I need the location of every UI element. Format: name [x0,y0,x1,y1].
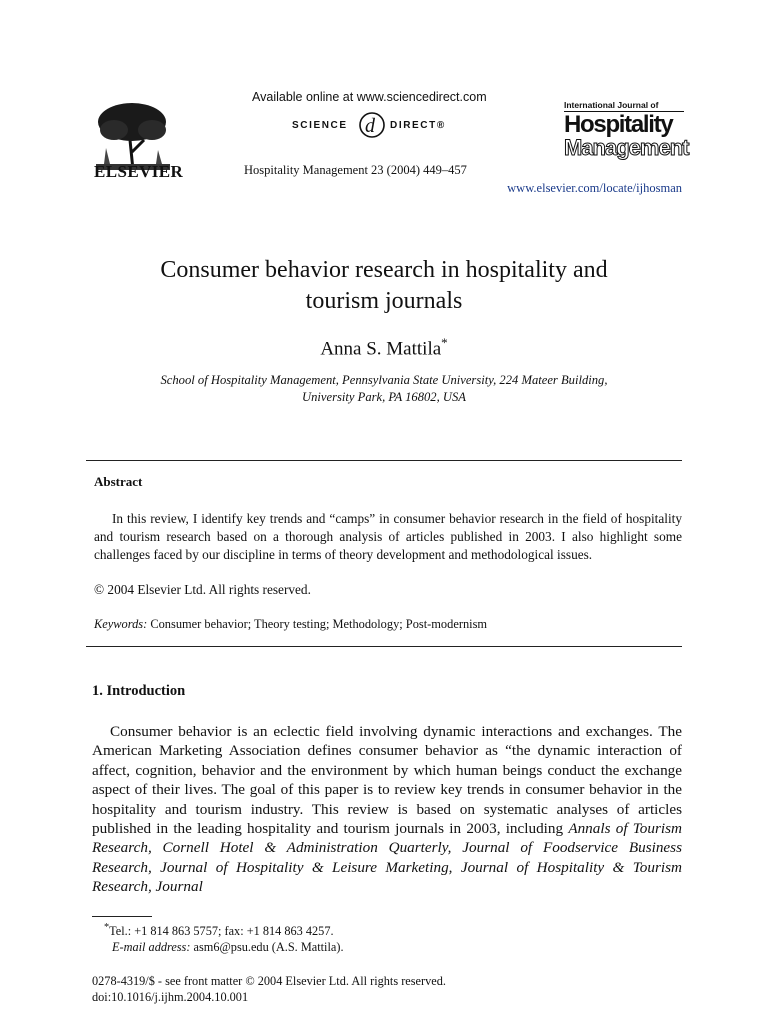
footnote-email-address[interactable]: asm6@psu.edu (A.S. Mattila). [193,940,344,954]
journal-logo-line1: International Journal of [564,100,684,112]
section-heading-introduction: 1. Introduction [92,683,186,699]
author-name-text: Anna S. Mattila [320,338,442,360]
abstract-heading: Abstract [94,474,143,489]
introduction-journal-list: Annals of Tourism Research, Cornell Hotel & Administration Quarterly, Journal of Foodservice Business Research, Journal of Hospitality & Leisure Marketing, Journal of Hospitality & Tourism Research, Journal [92,820,683,896]
keywords-list: Consumer behavior; Theory testing; Methodology; Post-modernism [150,617,488,631]
abstract-top-rule [86,460,682,461]
journal-citation: Hospitality Management 23 (2004) 449–457 [244,163,467,177]
abstract-paragraph: In this review, I identify key trends and “camps” in consumer behavior research in the field of hospitality and tourism research based on a thorough analysis of articles published in 2003. I also highlight some challenges faced by our discipline in terms of theory development and methodological issues. [94,511,682,562]
footnote-tel-fax: Tel.: +1 814 863 5757; fax: +1 814 863 4257. [109,924,334,939]
journal-url-link[interactable]: www.elsevier.com/locate/ijhosman [507,181,682,195]
introduction-text [92,722,682,897]
abstract-copyright: © 2004 Elsevier Ltd. All rights reserved. [94,582,311,597]
author-affiliation [120,372,648,406]
footnote-mark: * [104,922,110,933]
abstract-bottom-rule [86,646,682,647]
article-title-line2: tourism journals [305,288,463,314]
article-title [90,255,678,317]
article-title-line1: Consumer behavior research in hospitality and [160,257,608,283]
doi-line[interactable]: doi:10.1016/j.ijhm.2004.10.001 [92,990,249,1004]
svg-text:d: d [365,115,375,137]
author-footnote-mark[interactable]: * [441,335,448,350]
journal-logo-line3: Management [564,135,689,160]
footnote-contact [104,922,334,939]
sd-circle-d-icon [355,108,389,142]
available-online-text: Available online at www.sciencedirect.com [252,90,487,104]
keywords-label: Keywords: [94,617,148,631]
elsevier-wordmark: ELSEVIER [94,162,184,181]
footnote-rule [92,916,152,917]
sciencedirect-logo [292,108,452,142]
introduction-text-main: Consumer behavior is an eclectic field involving dynamic interactions and exchanges. The American Marketing Association defines consumer behavior as “the dynamic interaction of affect, cognition, behavior and the environment by which human beings conduct the exchange aspect of their lives. The goal of this paper is to review key trends in consumer behavior in the hospitality and tourism industry. This review is based on systematic analyses of articles published in the leading hospitality and tourism journals in 2003, including [92,723,682,838]
footnote-email [112,940,344,955]
sd-left-word: SCIENCE [292,120,348,131]
sd-right-word: DIRECT® [390,120,446,131]
front-matter-line: 0278-4319/$ - see front matter © 2004 Elsevier Ltd. All rights reserved. [92,974,446,988]
introduction-paragraph [92,722,682,897]
keywords [94,617,487,632]
journal-logo-line2: Hospitality [564,111,673,138]
footnote-email-label: E-mail address: [112,940,191,954]
journal-logo [564,100,689,166]
affiliation-line2: University Park, PA 16802, USA [302,390,466,404]
affiliation-line1: School of Hospitality Management, Pennsylvania State University, 224 Mateer Building, [160,373,608,387]
author-name [90,335,678,360]
abstract-text [94,510,682,564]
